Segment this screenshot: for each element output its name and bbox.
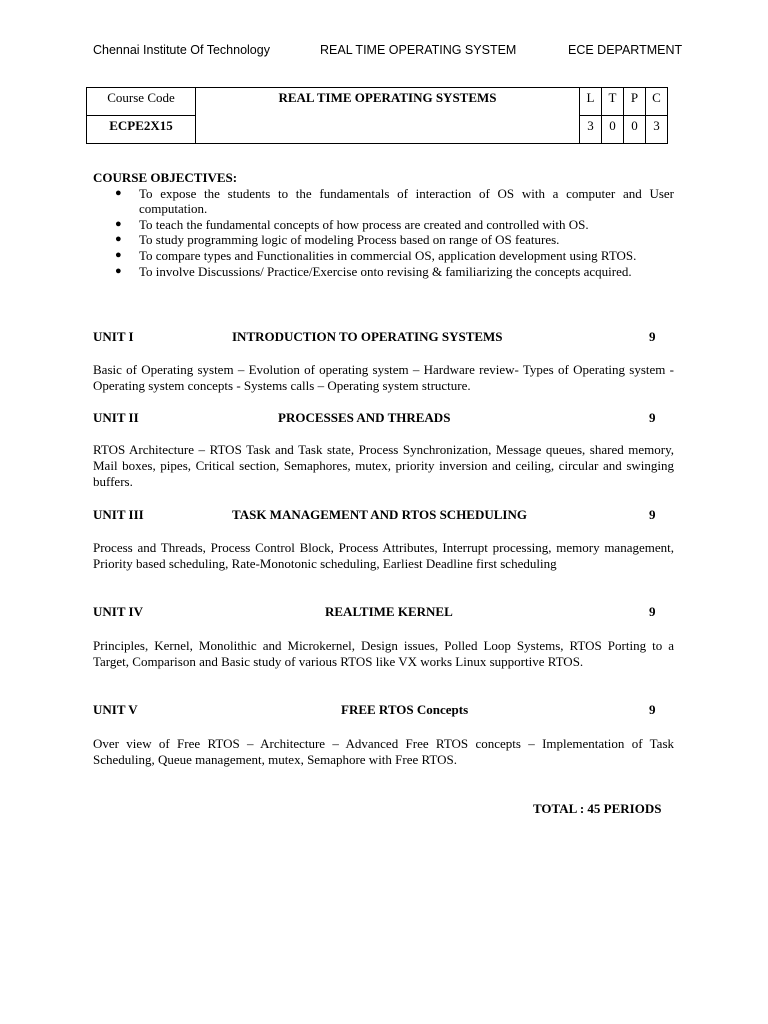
unit-title: PROCESSES AND THREADS: [278, 410, 451, 425]
bullet-icon: ●: [115, 217, 122, 230]
ltpc-header-l: L: [580, 88, 602, 116]
bullet-icon: ●: [115, 248, 122, 261]
course-title: REAL TIME OPERATING SYSTEMS: [196, 88, 580, 144]
ltpc-value-p: 0: [624, 116, 646, 144]
unit-content: Over view of Free RTOS – Architecture – Advanced Free RTOS concepts – Implementation of Task Scheduling, Queue management, mutex, Semaphore with Free RTOS.: [93, 736, 674, 767]
ltpc-value-l: 3: [580, 116, 602, 144]
objective-item: ● To expose the students to the fundamentals of interaction of OS with a computer and User computation.: [115, 185, 674, 217]
unit-heading: [93, 410, 674, 426]
unit-heading: [93, 702, 674, 718]
total-periods: TOTAL : 45 PERIODS: [533, 801, 662, 816]
unit-hours: 9: [649, 507, 656, 522]
objectives-section: [93, 170, 674, 279]
header-institute: Chennai Institute Of Technology: [93, 43, 270, 57]
unit-content: Basic of Operating system – Evolution of operating system – Hardware review- Types of Operating system - Operating system concepts - Systems calls – Operating system structure.: [93, 362, 674, 393]
unit-heading: [93, 329, 674, 345]
bullet-icon: ●: [115, 264, 122, 277]
bullet-icon: ●: [115, 233, 122, 246]
unit-title: TASK MANAGEMENT AND RTOS SCHEDULING: [232, 507, 527, 522]
unit-heading: [93, 507, 674, 523]
unit-heading: [93, 604, 674, 620]
course-code-value: ECPE2X15: [87, 116, 196, 144]
course-code-label: Course Code: [87, 88, 196, 116]
unit-number: UNIT V: [93, 702, 138, 717]
unit-content: Process and Threads, Process Control Block, Process Attributes, Interrupt processing, memory management, Priority based scheduling, Rate-Monotonic scheduling, Earliest Deadline first scheduling: [93, 540, 674, 571]
ltpc-header-t: T: [602, 88, 624, 116]
unit-hours: 9: [649, 702, 656, 717]
header-subject: REAL TIME OPERATING SYSTEM: [320, 43, 517, 57]
bullet-icon: ●: [115, 186, 122, 199]
unit-content: Principles, Kernel, Monolithic and Microkernel, Design issues, Polled Loop Systems, RTOS Porting to a Target, Comparison and Basic study of various RTOS like VX works Linux supportive RTOS.: [93, 638, 674, 669]
unit-content: RTOS Architecture – RTOS Task and Task state, Process Synchronization, Message queues, shared memory, Mail boxes, pipes, Critical section, Semaphores, mutex, priority inversion and ceiling, circular and swinging buffers.: [93, 442, 674, 489]
ltpc-header-p: P: [624, 88, 646, 116]
objectives-title: COURSE OBJECTIVES:: [93, 170, 238, 185]
unit-title: FREE RTOS Concepts: [341, 702, 469, 717]
course-table: [86, 87, 668, 144]
unit-number: UNIT IV: [93, 604, 143, 619]
header-department: ECE DEPARTMENT: [568, 43, 683, 57]
objective-item: ● To teach the fundamental concepts of how process are created and controlled with OS.: [115, 216, 589, 232]
objective-item: ● To study programming logic of modeling Process based on range of OS features.: [115, 232, 560, 248]
unit-hours: 9: [649, 329, 656, 344]
unit-title: REALTIME KERNEL: [325, 604, 453, 619]
objective-item: ● To compare types and Functionalities in commercial OS, application development using RTOS.: [115, 247, 637, 263]
objectives-list: [93, 186, 674, 280]
unit-number: UNIT III: [93, 507, 144, 522]
objective-item: ● To involve Discussions/ Practice/Exercise onto revising & familiarizing the concepts acquired.: [115, 263, 632, 279]
unit-hours: 9: [649, 604, 656, 619]
unit-number: UNIT I: [93, 329, 134, 344]
ltpc-header-c: C: [646, 88, 668, 116]
unit-number: UNIT II: [93, 410, 139, 425]
unit-hours: 9: [649, 410, 656, 425]
ltpc-value-t: 0: [602, 116, 624, 144]
ltpc-value-c: 3: [646, 116, 668, 144]
unit-title: INTRODUCTION TO OPERATING SYSTEMS: [232, 329, 503, 344]
